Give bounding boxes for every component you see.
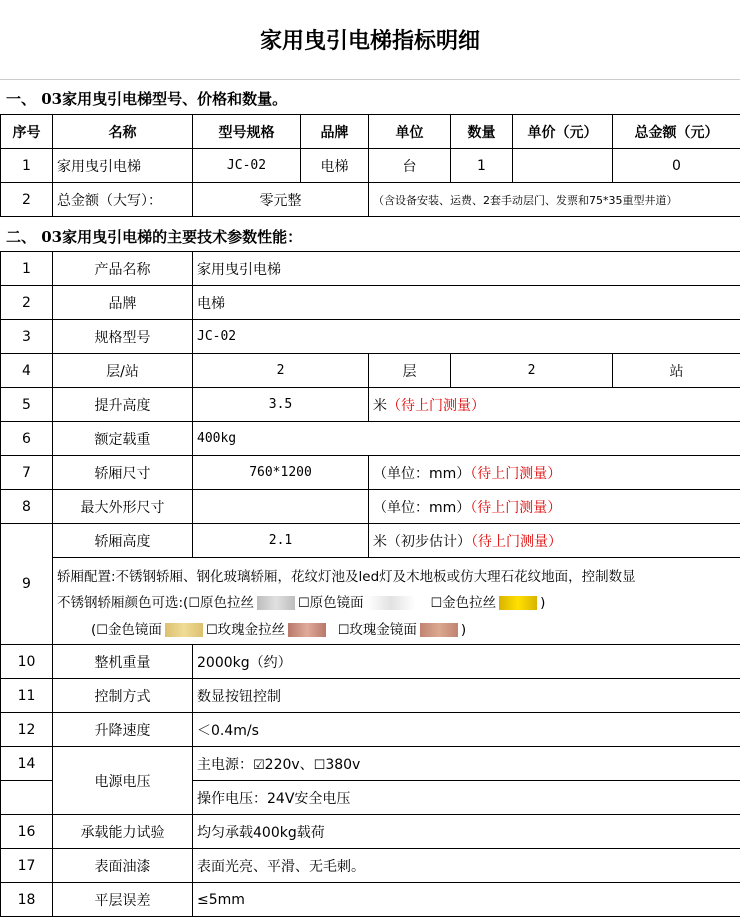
- spec-label: 升降速度: [53, 713, 193, 747]
- spec-value: 表面光亮、平滑、无毛刺。: [193, 849, 740, 883]
- spec-no: 14: [1, 747, 53, 781]
- spec-table: [0, 251, 740, 917]
- spec-value: ＜0.4m/s: [193, 713, 740, 747]
- operating-voltage: 操作电压：24V安全电压: [193, 781, 740, 815]
- spec-label: 最大外形尺寸: [53, 490, 193, 524]
- header-price: 单价（元）: [513, 115, 613, 149]
- spec-label: 整机重量: [53, 645, 193, 679]
- checkbox[interactable]: ☐: [314, 758, 326, 773]
- spec-no: 12: [1, 713, 53, 747]
- spec-no: 18: [1, 883, 53, 917]
- total-amount-label: 总金额（大写）：: [53, 183, 193, 217]
- spec-value: 760*1200: [193, 456, 369, 490]
- spec-value: JC-02: [193, 320, 740, 354]
- checkbox[interactable]: ☐: [188, 596, 200, 611]
- header-total: 总金额（元）: [613, 115, 740, 149]
- stations-unit: 站: [613, 354, 740, 388]
- total-amount-words: 零元整: [193, 183, 369, 217]
- checkbox[interactable]: ☐: [96, 623, 108, 638]
- spec-label: 提升高度: [53, 388, 193, 422]
- color-options-close: ): [461, 622, 466, 638]
- spec-no: 4: [1, 354, 53, 388]
- table-row: [1, 883, 740, 917]
- spec-label: 平层误差: [53, 883, 193, 917]
- table-row: [1, 149, 740, 183]
- spec-value: 均匀承载400kg载荷: [193, 815, 740, 849]
- spec-unit: （单位：mm）: [373, 466, 470, 482]
- main-power-prefix: 主电源：: [197, 757, 253, 773]
- color-swatch: [367, 596, 415, 610]
- spec-label: 电源电压: [53, 747, 193, 815]
- spec-no: 16: [1, 815, 53, 849]
- spec-no: 8: [1, 490, 53, 524]
- checkbox[interactable]: ☐: [338, 623, 350, 638]
- spec-value: ≤5mm: [193, 883, 740, 917]
- row-model: JC-02: [193, 149, 301, 183]
- spec-value: 3.5: [193, 388, 369, 422]
- row-no: 2: [1, 183, 53, 217]
- floors-value: 2: [193, 354, 369, 388]
- spec-label: 产品名称: [53, 252, 193, 286]
- spec-unit-note: [369, 524, 740, 558]
- total-amount-note: （含设备安装、运费、2套手动层门、发票和75*35重型井道）: [369, 183, 740, 217]
- main-power-cell: [193, 747, 740, 781]
- spec-value: [193, 490, 369, 524]
- floors-unit: 层: [369, 354, 451, 388]
- spec-no: 6: [1, 422, 53, 456]
- color-swatch: [165, 623, 203, 637]
- table-row: [1, 286, 740, 320]
- spec-note: （待上门测量）: [387, 398, 485, 414]
- checkbox[interactable]: ☐: [298, 596, 310, 611]
- color-option-label: 玫瑰金拉丝: [218, 622, 286, 638]
- spec-label: 表面油漆: [53, 849, 193, 883]
- header-name: 名称: [53, 115, 193, 149]
- color-options-close: ): [540, 595, 545, 611]
- table-row: [1, 747, 740, 781]
- cabin-config-text: 轿厢配置:不锈钢轿厢、钢化玻璃轿厢，花纹灯池及led灯及木地板或仿大理石花纹地面，控制数显: [57, 564, 736, 590]
- spec-label: 层/站: [53, 354, 193, 388]
- spec-label: 规格型号: [53, 320, 193, 354]
- header-no: 序号: [1, 115, 53, 149]
- checkbox-checked[interactable]: ☑: [253, 758, 265, 773]
- spec-unit: （单位：mm）: [373, 500, 470, 516]
- checkbox[interactable]: ☐: [431, 596, 443, 611]
- power-option-sep: 、: [300, 757, 314, 773]
- spec-no: 2: [1, 286, 53, 320]
- spec-unit-note: [369, 388, 740, 422]
- color-option-label: 原色拉丝: [200, 595, 254, 611]
- color-option-label: 金色镜面: [108, 622, 162, 638]
- spec-no: 3: [1, 320, 53, 354]
- row-brand: 电梯: [301, 149, 369, 183]
- power-option-380: 380v: [325, 757, 360, 773]
- color-swatch: [499, 596, 537, 610]
- table-row: [1, 524, 740, 558]
- row-price: [513, 149, 613, 183]
- table-row: [1, 456, 740, 490]
- stations-value: 2: [451, 354, 613, 388]
- row-qty: 1: [451, 149, 513, 183]
- spec-no: 11: [1, 679, 53, 713]
- section-2-heading: 二、 03家用曳引电梯的主要技术参数性能：: [6, 226, 302, 247]
- cabin-config-cell: [53, 558, 740, 645]
- spec-label: 品牌: [53, 286, 193, 320]
- color-options-line-1: [57, 590, 736, 617]
- table-row: [1, 713, 740, 747]
- spec-value: 数显按钮控制: [193, 679, 740, 713]
- table-row: [1, 422, 740, 456]
- spec-label: 承载能力试验: [53, 815, 193, 849]
- section-1-heading: 一、 03家用曳引电梯型号、价格和数量。: [6, 88, 287, 109]
- spec-no: 10: [1, 645, 53, 679]
- header-model: 型号规格: [193, 115, 301, 149]
- spec-unit: 米: [373, 398, 387, 414]
- table-row: [1, 490, 740, 524]
- table-row: [1, 320, 740, 354]
- spec-note: （待上门测量）: [470, 500, 561, 516]
- spec-note: （待上门测量）: [471, 534, 562, 550]
- color-option-label: 玫瑰金镜面: [349, 622, 417, 638]
- color-option-label: 金色拉丝: [442, 595, 496, 611]
- color-swatch: [420, 623, 458, 637]
- row-unit: 台: [369, 149, 451, 183]
- spec-no: 9: [1, 524, 53, 645]
- color-swatch: [288, 623, 326, 637]
- empty-no-cell: [1, 781, 53, 815]
- row-total: 0: [613, 149, 740, 183]
- price-table: [0, 114, 740, 217]
- spec-no: 17: [1, 849, 53, 883]
- spec-note: （待上门测量）: [470, 466, 561, 482]
- spec-value: 电梯: [193, 286, 740, 320]
- spec-no: 7: [1, 456, 53, 490]
- checkbox[interactable]: ☐: [206, 623, 218, 638]
- table-row: [1, 558, 740, 645]
- table-row: [1, 252, 740, 286]
- spec-label: 轿厢尺寸: [53, 456, 193, 490]
- table-row: [1, 679, 740, 713]
- table-row: [1, 849, 740, 883]
- spec-unit: 米（初步估计）: [373, 534, 471, 550]
- table-row: [1, 354, 740, 388]
- spec-value: 2000kg（约）: [193, 645, 740, 679]
- color-swatch: [257, 596, 295, 610]
- row-name: 家用曳引电梯: [53, 149, 193, 183]
- spec-value: 家用曳引电梯: [193, 252, 740, 286]
- spec-value: 400kg: [193, 422, 740, 456]
- color-options-line-2: [57, 617, 736, 644]
- table-row: [1, 645, 740, 679]
- header-unit: 单位: [369, 115, 451, 149]
- spec-no: 1: [1, 252, 53, 286]
- power-option-220: 220v: [265, 757, 300, 773]
- spec-label: 轿厢高度: [53, 524, 193, 558]
- spec-label: 控制方式: [53, 679, 193, 713]
- spec-unit-note: [369, 490, 740, 524]
- spec-value: 2.1: [193, 524, 369, 558]
- table-row: [1, 815, 740, 849]
- color-options-open: (: [91, 622, 96, 638]
- page-title: 家用曳引电梯指标明细: [0, 0, 740, 80]
- color-option-label: 原色镜面: [310, 595, 364, 611]
- table-row: [1, 388, 740, 422]
- spec-label: 额定载重: [53, 422, 193, 456]
- color-options-prefix: 不锈钢轿厢颜色可选:(: [57, 595, 188, 611]
- spec-unit-note: [369, 456, 740, 490]
- price-table-header: [1, 115, 740, 149]
- header-brand: 品牌: [301, 115, 369, 149]
- row-no: 1: [1, 149, 53, 183]
- table-row: [1, 183, 740, 217]
- spec-no: 5: [1, 388, 53, 422]
- header-qty: 数量: [451, 115, 513, 149]
